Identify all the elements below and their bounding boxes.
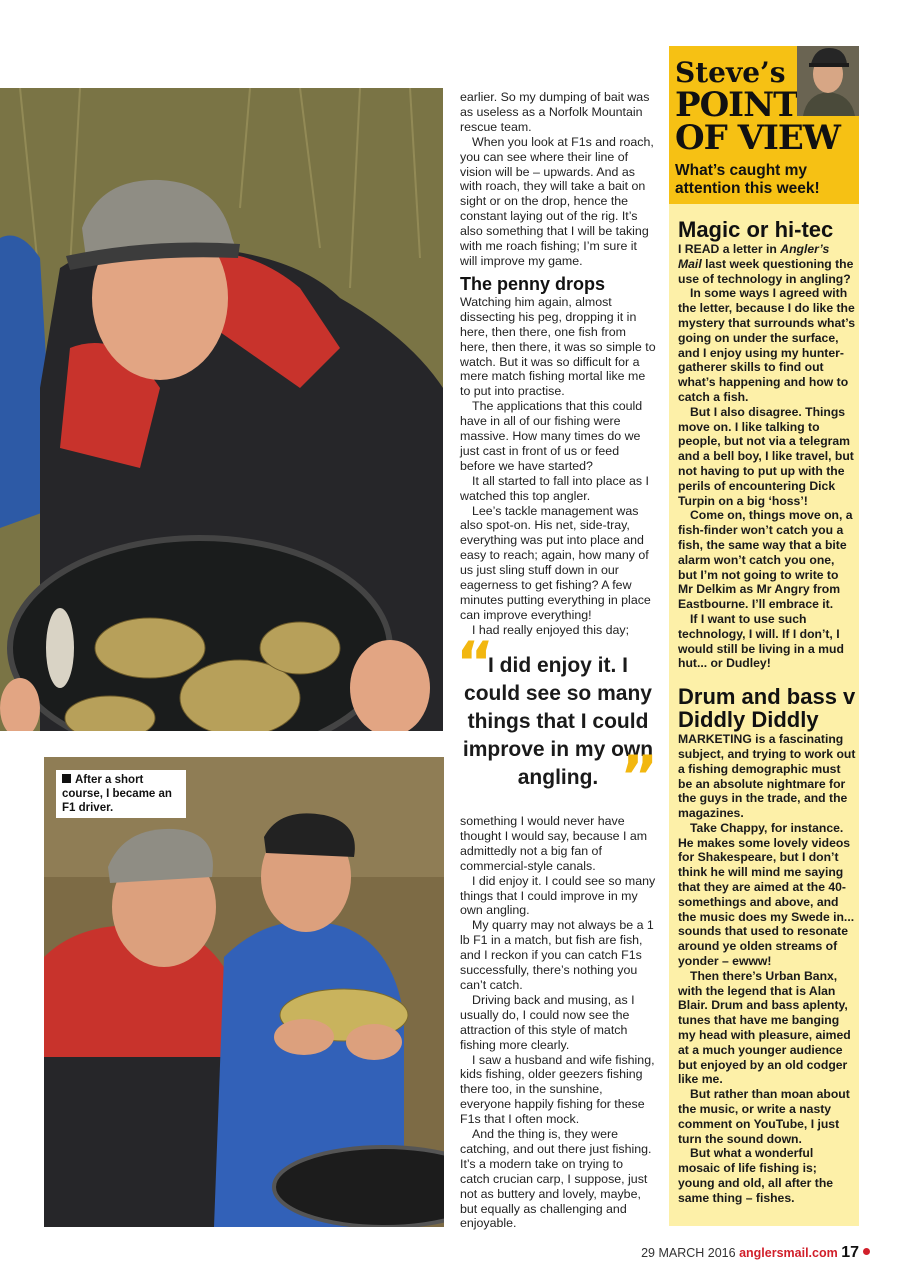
sidebar-paragraph: Then there’s Urban Banx, with the legend that is Alan Blair. Drum and bass aplenty, tunes that have me banging my head with pleasure, aimed at a much younger audience but enjoyed by an old codger like me.	[678, 968, 851, 1087]
article-paragraph: I did enjoy it. I could see so many things that I could improve in my own angling.	[460, 873, 656, 918]
sidebar-paragraph: But what a wonderful mosaic of life fishing is; young and old, all after the same thing – fishes.	[678, 1146, 834, 1205]
article-column-top	[460, 90, 656, 638]
sidebar-paragraph	[678, 242, 856, 286]
sidebar-paragraph: If I want to use such technology, I will. If I don’t, I would still be living in a mud hut... or Dudley!	[678, 611, 844, 671]
sidebar-heading-2: Drum and bass v Diddly Diddly	[678, 684, 856, 733]
sidebar-heading-1: Magic or hi-tec	[678, 217, 834, 242]
article-subhead: The penny drops	[460, 273, 606, 294]
article-paragraph: something I would never have thought I would say, because I am admittedly not a big fan of commercial-style canals.	[460, 814, 648, 873]
sidebar-paragraph: Take Chappy, for instance. He makes some lovely videos for Shakespeare, but I don’t think he will mind me saying that they are aimed at the 40-somethings and above, and the music does my Swede in... sounds that used to resonate around ye olden streams of yonder – ewww!	[678, 820, 855, 969]
sidebar-paragraph: But I also disagree. Things move on. I like talking to people, but not via a telegram and a bell boy, I like travel, but not having to put up with the perils of encountering Dick Turpin on a big ‘hoss’!	[678, 404, 854, 508]
sidebar-subtitle: What’s caught my attention this week!	[675, 162, 820, 197]
article-paragraph: It all started to fall into place as I watched this top angler.	[460, 473, 650, 503]
page-footer	[630, 1244, 870, 1262]
article-paragraph: I had really enjoyed this day;	[472, 622, 630, 637]
sidebar-paragraph: But rather than moan about the music, or write a nasty comment on YouTube, I just turn the sound down.	[678, 1087, 850, 1146]
article-paragraph: My quarry may not always be a 1 lb F1 in a match, but fish are fish, and I reckon if you can catch F1s successfully, there’s nothing you can’t catch.	[460, 918, 654, 992]
photo-illustration-2	[44, 757, 444, 1227]
article-paragraph: Driving back and musing, as I usually do, I could now see the attraction of this style of match fishing more clearly.	[460, 992, 635, 1052]
photo-illustration	[0, 88, 443, 731]
caption-text: After a short course, I became an F1 driver.	[62, 774, 172, 814]
red-dot-icon	[863, 1248, 870, 1255]
title-line-1: Steve’s	[675, 56, 786, 89]
footer-site-link[interactable]: anglersmail.com	[739, 1246, 838, 1260]
page-number: 17	[841, 1244, 859, 1261]
photo-two-anglers-with-f1	[44, 757, 444, 1227]
sidebar-paragraph: In some ways I agreed with the letter, because I do like the mystery that surrounds what’s going on under the surface, and I enjoy using my hunter-gatherer skills to find out what’s happening and how to catch a fish.	[678, 286, 855, 404]
sidebar-header	[669, 46, 859, 204]
caption-square-icon	[62, 774, 71, 783]
title-line-2: POINT	[675, 85, 798, 125]
photo-caption	[56, 770, 186, 818]
title-line-3: OF VIEW	[675, 118, 840, 158]
pull-quote-text: I did enjoy it. I could see so many things that I could improve in my own angling.	[462, 654, 654, 789]
photo-angler-with-net	[0, 88, 443, 731]
sidebar-paragraph: Come on, things move on, a fish-finder won’t catch you a fish, the same way that a bite alarm won’t catch you one, but I’m not going to write to Mr Delkim as Mr Angry from Eastbourne. I’ll embrace it.	[678, 508, 853, 612]
open-quote-icon: “	[456, 629, 495, 697]
sidebar-paragraph: MARKETING is a fascinating subject, and trying to work out a fishing demographic must be an absolute nightmare for the guys in the trade, and the magazines.	[678, 732, 856, 821]
sidebar-text: I READ a letter in	[678, 242, 781, 256]
point-of-view-sidebar	[669, 46, 859, 1226]
article-paragraph: earlier. So my dumping of bait was as useless as a Norfolk Mountain rescue team.	[460, 90, 650, 134]
sidebar-body	[678, 218, 856, 1206]
article-paragraph: And the thing is, they were catching, and out there just fishing. It’s a modern take on trying to catch crucian carp, I suppose, just not as buttery and lovely, maybe, but equally as challenging and enjoyable.	[460, 1127, 652, 1231]
close-quote-icon: ”	[620, 743, 659, 811]
article-paragraph: The applications that this could have in all of our fishing were massive. How many times do we just cast in front of us or feed before we have started?	[460, 399, 643, 473]
article-column-bottom	[460, 814, 656, 1231]
footer-date: 29 MARCH 2016	[641, 1246, 736, 1260]
article-paragraph: Watching him again, almost dissecting his peg, dropping it in here, then there, one fish from here, then there, it was so simple to watch. But it was so difficult for a mere match fishing mortal like me to put into practise.	[460, 294, 656, 399]
author-photo	[797, 34, 859, 116]
article-paragraph: When you look at F1s and roach, you can see where their line of vision will be – upwards. And as with roach, they will take a bait on sight or on the drop, hence the constant laying out of the rig. It’s also something that I will be taking with me roach fishing; I’m sure it will improve my game.	[460, 134, 654, 268]
article-paragraph: Lee’s tackle management was also spot-on. His net, side-tray, everything was put into place and easy to reach; again, how many of us just sling stuff down in our eagerness to get fishing? A few minutes putting everything in place can improve everything!	[460, 503, 651, 622]
sidebar-text: last week questioning the use of technology in angling?	[678, 256, 854, 286]
article-paragraph: I saw a husband and wife fishing, kids fishing, older geezers fishing there too, in the sunshine, everyone happily fishing for these F1s that I often mock.	[460, 1052, 655, 1127]
sidebar-italic: Angler’s Mail	[678, 242, 830, 271]
